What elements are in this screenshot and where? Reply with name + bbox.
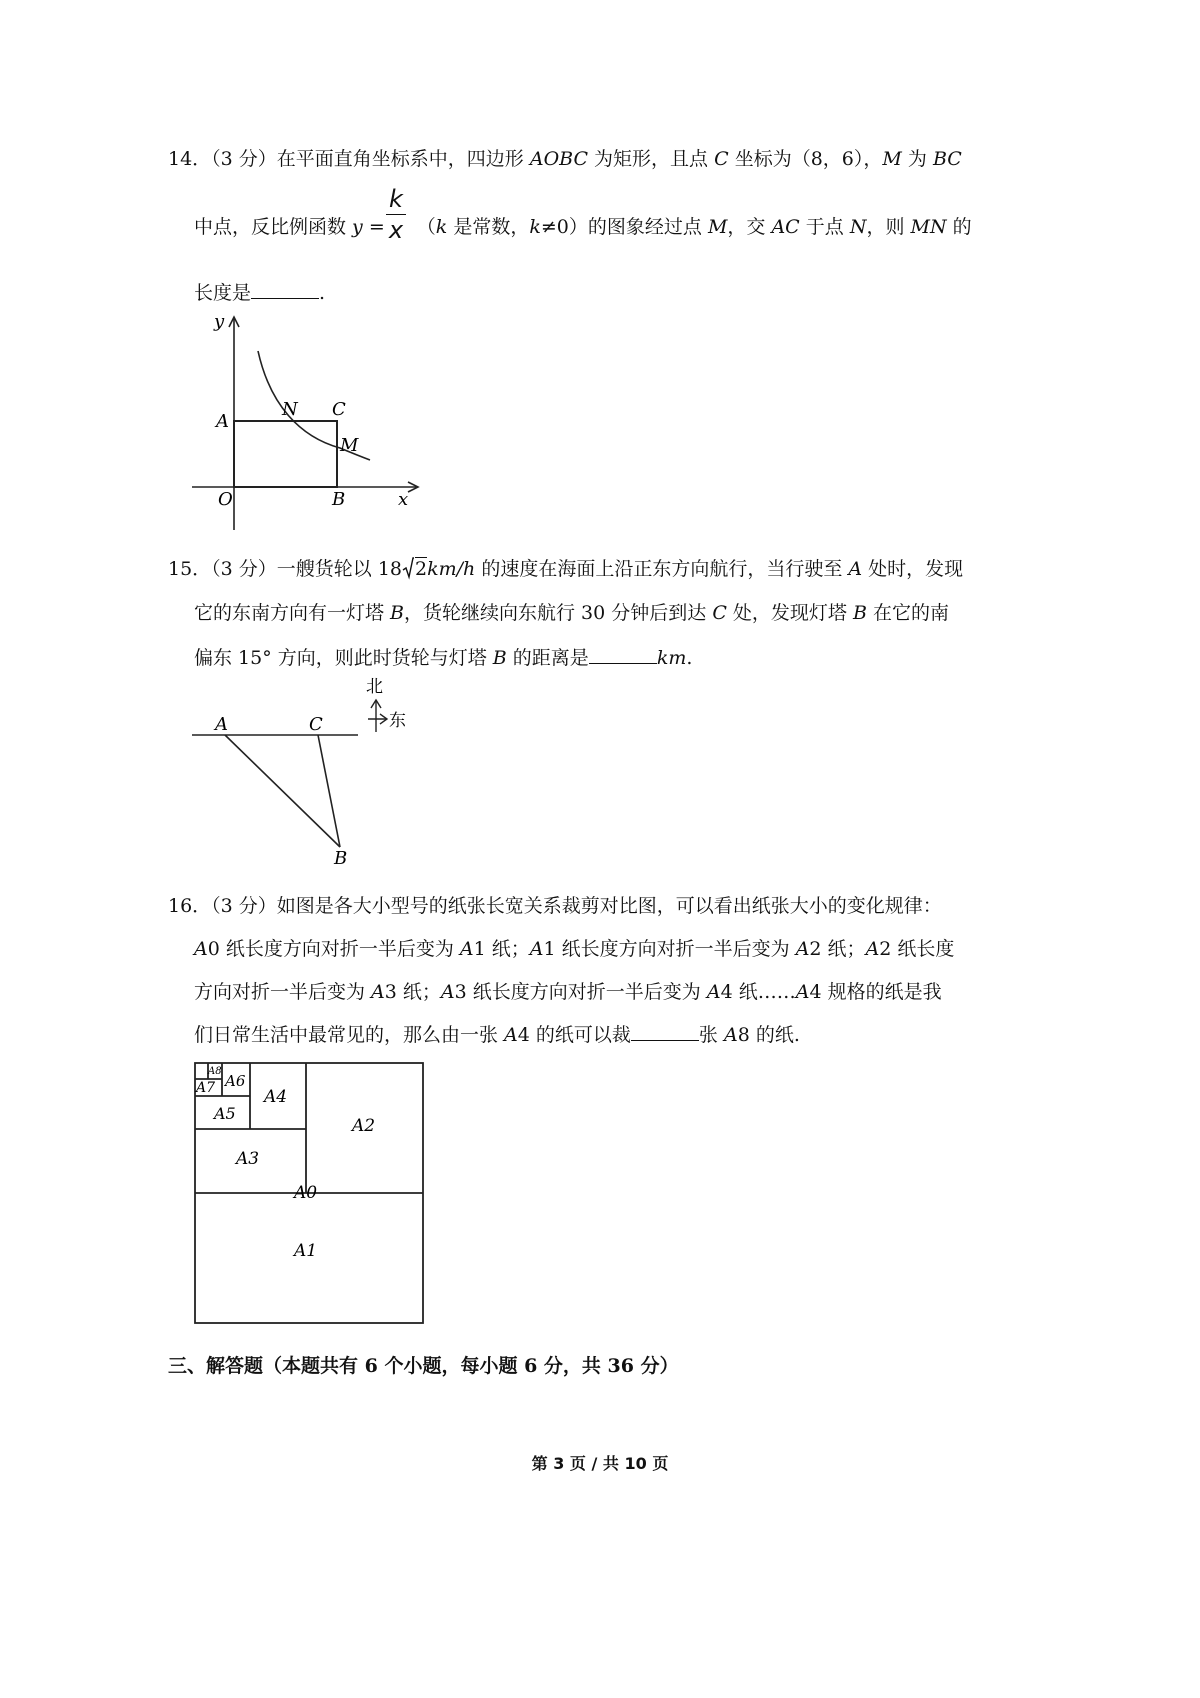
label-a7: A7 (196, 1080, 216, 1096)
q16-line-1: 16．（3 分）如图是各大小型号的纸张长宽关系裁剪对比图，可以看出纸张大小的变化规律： (168, 895, 942, 917)
q16-line-2: A0 纸长度方向对折一半后变为 A1 纸；A1 纸长度方向对折一半后变为 A2 纸；A2 纸长度 (194, 938, 955, 960)
label-y: y (214, 311, 225, 332)
q14-line-1: 14．（3 分）在平面直角坐标系中，四边形 AOBC 为矩形，且点 C 坐标为（8，6），M 为 BC (168, 148, 962, 170)
label-a: A (215, 714, 228, 735)
label-east: 东 (389, 711, 406, 731)
label-x: x (398, 489, 409, 510)
segment-cb (318, 735, 340, 847)
label-m: M (340, 435, 359, 456)
q15-navigation-figure (190, 672, 430, 872)
label-north: 北 (366, 677, 383, 697)
label-a2: A2 (352, 1116, 376, 1136)
answer-blank (631, 1022, 699, 1041)
label-c: C (332, 399, 346, 420)
fraction-k-over-x: k x (386, 186, 406, 243)
page-number-footer: 第 3 页 / 共 10 页 (531, 1454, 669, 1473)
label-b: B (334, 848, 348, 869)
label-a5: A5 (214, 1104, 236, 1123)
q16-paper-sizes-figure (194, 1062, 428, 1326)
radical-sign-icon (402, 557, 414, 579)
label-a3: A3 (236, 1149, 260, 1169)
q15-line-3: 偏东 15° 方向，则此时货轮与灯塔 B 的距离是 km. (194, 647, 693, 669)
q14-line-2: 中点，反比例函数 y = （k 是常数，k≠0）的图象经过点 M，交 AC 于点 N，则 MN 的 (194, 216, 972, 238)
rectangle-aobc (234, 421, 337, 487)
section-three-heading: 三、解答题（本题共有 6 个小题，每小题 6 分，共 36 分） (168, 1355, 679, 1377)
q15-line-1: 15．（3 分）一艘货轮以 18 2km/h 的速度在海面上沿正东方向航行，当行驶至 A 处时，发现 (168, 553, 963, 581)
q16-line-4: 们日常生活中最常见的，那么由一张 A4 的纸可以裁 张 A8 的纸. (194, 1024, 800, 1046)
square-root: 2 (402, 553, 427, 580)
label-a6: A6 (225, 1072, 246, 1090)
q16-line-3: 方向对折一半后变为 A3 纸；A3 纸长度方向对折一半后变为 A4 纸……A4 规格的纸是我 (194, 981, 942, 1003)
segment-ab (225, 735, 340, 847)
label-a8: A8 (208, 1066, 222, 1077)
q14-coordinate-figure (180, 305, 430, 537)
q14-line-3: 长度是 . (194, 282, 326, 304)
label-c: C (309, 714, 323, 735)
label-a: A (216, 411, 229, 432)
label-a1: A1 (294, 1241, 318, 1261)
q15-line-2: 它的东南方向有一灯塔 B，货轮继续向东航行 30 分钟后到达 C 处，发现灯塔 B 在它的南 (194, 602, 949, 624)
answer-blank (251, 280, 319, 299)
label-n: N (282, 399, 298, 420)
label-a4: A4 (264, 1087, 288, 1107)
label-o: O (218, 489, 233, 510)
label-b: B (332, 489, 346, 510)
label-a0: A0 (294, 1183, 318, 1203)
answer-blank (589, 645, 657, 664)
